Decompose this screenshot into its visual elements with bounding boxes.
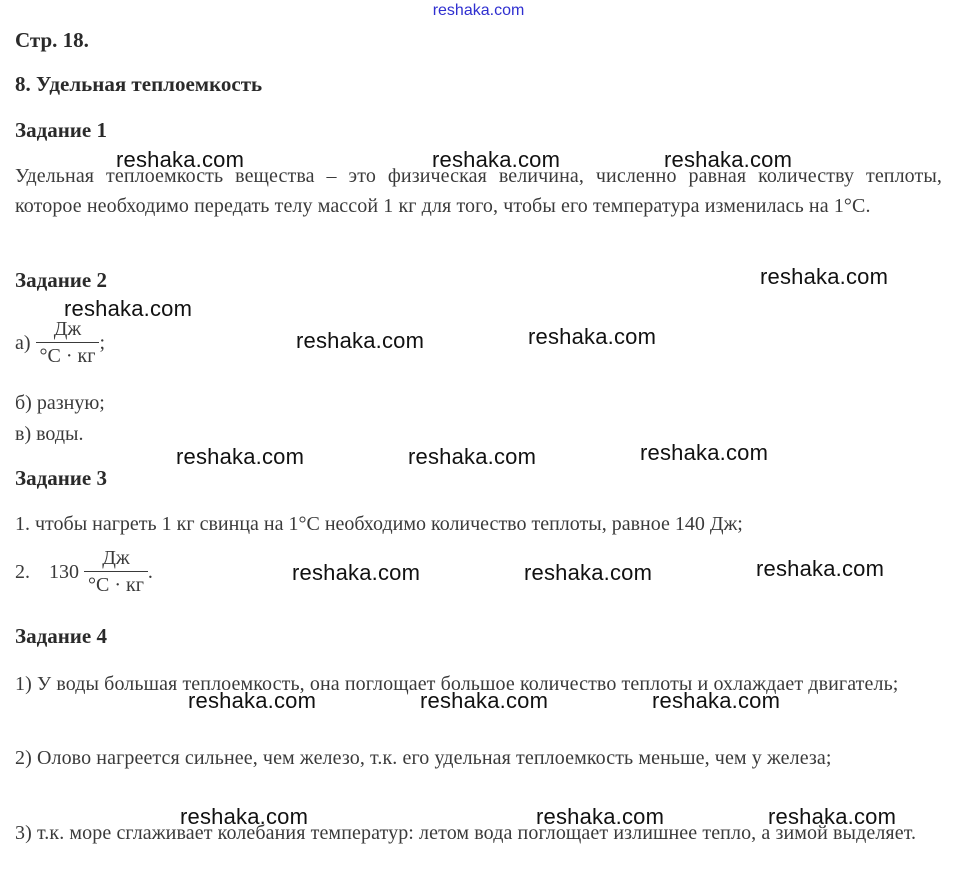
task-2-answer-b: б) разную; [15,392,105,414]
task-4-item-3: 3) т.к. море сглаживает колебания температур: летом вода поглощает излишнее тепло, а зимой выделяет. [15,822,917,844]
line-2-value: 130 [49,561,79,584]
fraction-numerator: Дж [84,545,148,572]
unit-fraction [36,316,100,369]
fraction-denominator: °С · кг [88,574,144,596]
watermark: reshaka.com [756,556,885,581]
task-4-title: Задание 4 [15,624,107,648]
section-title: 8. Удельная теплоемкость [15,72,263,96]
task-1-title: Задание 1 [15,118,107,142]
answer-a-suffix: ; [99,332,106,355]
watermark: reshaka.com [640,440,769,465]
watermark: reshaka.com [760,264,889,289]
watermark: reshaka.com [524,560,653,585]
site-label[interactable]: reshaka.com [432,2,525,19]
watermark: reshaka.com [292,560,421,585]
page-ref: Стр. 18. [15,28,89,52]
watermark: reshaka.com [528,324,657,349]
task-3-line-1: 1. чтобы нагреть 1 кг свинца на 1°С необходимо количество теплоты, равное 140 Дж; [15,513,743,535]
unit-fraction [84,545,148,598]
task-2-answer-c: в) воды. [15,423,84,445]
fraction-numerator: Дж [36,316,100,343]
watermark: reshaka.com [408,444,537,469]
task-2-answer-a [15,318,105,371]
task-4-item-2: 2) Олово нагреется сильнее, чем железо, т.к. его удельная теплоемкость меньше, чем у железа; [15,747,832,769]
watermark: reshaka.com [116,147,245,172]
watermark: reshaka.com [180,804,309,829]
watermark: reshaka.com [420,688,549,713]
task-1-text: Удельная теплоемкость вещества – это физическая величина, численно равная количеству теплоты, которое необходимо передать телу массой 1 кг для того, чтобы его температура изменилась на 1°С. [15,165,942,217]
watermark: reshaka.com [664,147,793,172]
task-3-title: Задание 3 [15,466,107,490]
task-3-line-2 [15,547,153,600]
line-2-suffix: . [147,561,153,584]
watermark: reshaka.com [768,804,897,829]
watermark: reshaka.com [176,444,305,469]
watermark: reshaka.com [432,147,561,172]
line-2-prefix: 2. [15,561,30,584]
task-4-item-1: 1) У воды большая теплоемкость, она поглощает большое количество теплоты и охлаждает двигатель; [15,673,899,695]
task-2-title: Задание 2 [15,268,107,292]
watermark: reshaka.com [64,296,193,321]
answer-a-prefix: а) [15,332,31,355]
fraction-denominator: °С · кг [39,345,96,367]
watermark: reshaka.com [536,804,665,829]
watermark: reshaka.com [652,688,781,713]
watermark: reshaka.com [296,328,425,353]
watermark: reshaka.com [188,688,317,713]
